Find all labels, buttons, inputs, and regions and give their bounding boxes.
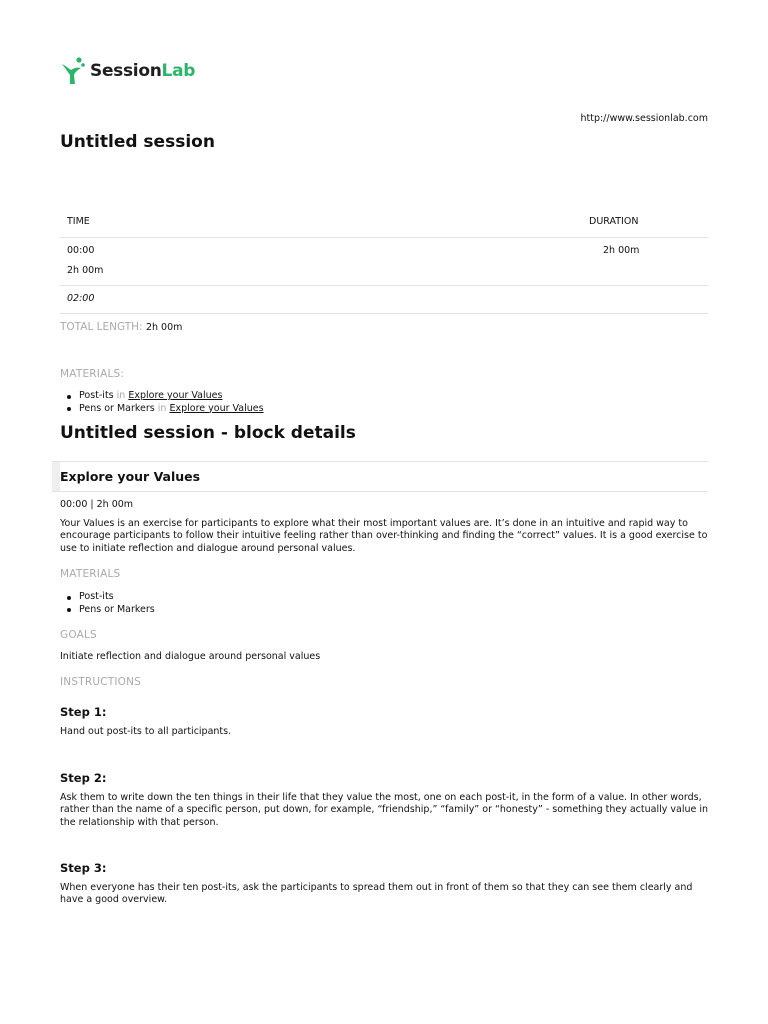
list-item: Pens or Markers <box>66 604 155 617</box>
sessionlab-logo <box>60 56 195 86</box>
material-block-link[interactable]: Explore your Values <box>128 390 223 401</box>
list-item <box>66 390 264 403</box>
logo-text-lab: Lab <box>161 61 196 81</box>
row-1-duration: 2h 00m <box>603 245 640 256</box>
row-1-subtime: 2h 00m <box>67 265 104 276</box>
step-3-title: Step 3: <box>60 861 107 875</box>
block-materials-label: MATERIALS <box>60 568 121 580</box>
block-materials-list <box>66 591 155 616</box>
table-divider <box>60 237 708 238</box>
material-in-word: in <box>116 390 126 401</box>
total-length-label: TOTAL LENGTH: <box>60 321 143 333</box>
step-2-text: Ask them to write down the ten things in their life that they value the most, one on each post-it, in the form of a value. In other words, rather than the name of a specific person, put down, for example, “friendship,” “family” or “honesty” - something they actually value in the relationship with that person. <box>60 792 709 828</box>
row-2-time: 02:00 <box>67 293 95 304</box>
logo-text-session: Session <box>90 61 162 81</box>
table-divider <box>60 285 708 286</box>
material-block-link[interactable]: Explore your Values <box>169 402 264 414</box>
sessionlab-logo-icon <box>60 56 86 86</box>
sessionlab-logo-text <box>90 61 195 81</box>
page-title: Untitled session <box>60 132 215 152</box>
table-divider <box>60 313 708 314</box>
list-item <box>66 403 264 416</box>
list-item: Post-its <box>66 591 155 604</box>
materials-list <box>66 390 264 415</box>
material-name: Post-its <box>79 390 114 401</box>
total-length-value: 2h 00m <box>145 322 183 333</box>
block-description: Your Values is an exercise for participants to explore what their most important values are. It’s done in an intuitive and rapid way to encourage participants to follow their intuitive feeling rather than over-thinking and finding the “correct” values. It is a good exercise to use to initiate reflection and dialogue around personal values. <box>60 518 708 554</box>
block-details-title: Untitled session - block details <box>60 423 356 443</box>
block-header-accent <box>52 462 60 491</box>
material-name: Pens or Markers <box>79 402 155 414</box>
duration-column-header: DURATION <box>589 216 639 227</box>
total-length <box>60 321 182 333</box>
block-time: 00:00 | 2h 00m <box>60 499 134 510</box>
step-3-text: When everyone has their ten post-its, ask the participants to spread them out in front of them so that they can see them clearly and have a good overview. <box>60 882 693 906</box>
step-1-text: Hand out post-its to all participants. <box>60 726 232 737</box>
block-title: Explore your Values <box>60 469 201 484</box>
material-in-word: in <box>157 402 167 414</box>
block-header <box>52 461 708 492</box>
row-1-time: 00:00 <box>67 245 95 256</box>
time-column-header: TIME <box>67 216 90 227</box>
step-2-title: Step 2: <box>60 771 107 785</box>
goals-text: Initiate reflection and dialogue around personal values <box>60 651 321 662</box>
instructions-label: INSTRUCTIONS <box>60 676 142 688</box>
step-1-title: Step 1: <box>60 705 107 719</box>
materials-label: MATERIALS: <box>60 368 125 380</box>
website-url[interactable]: http://www.sessionlab.com <box>580 113 708 124</box>
goals-label: GOALS <box>60 629 97 641</box>
